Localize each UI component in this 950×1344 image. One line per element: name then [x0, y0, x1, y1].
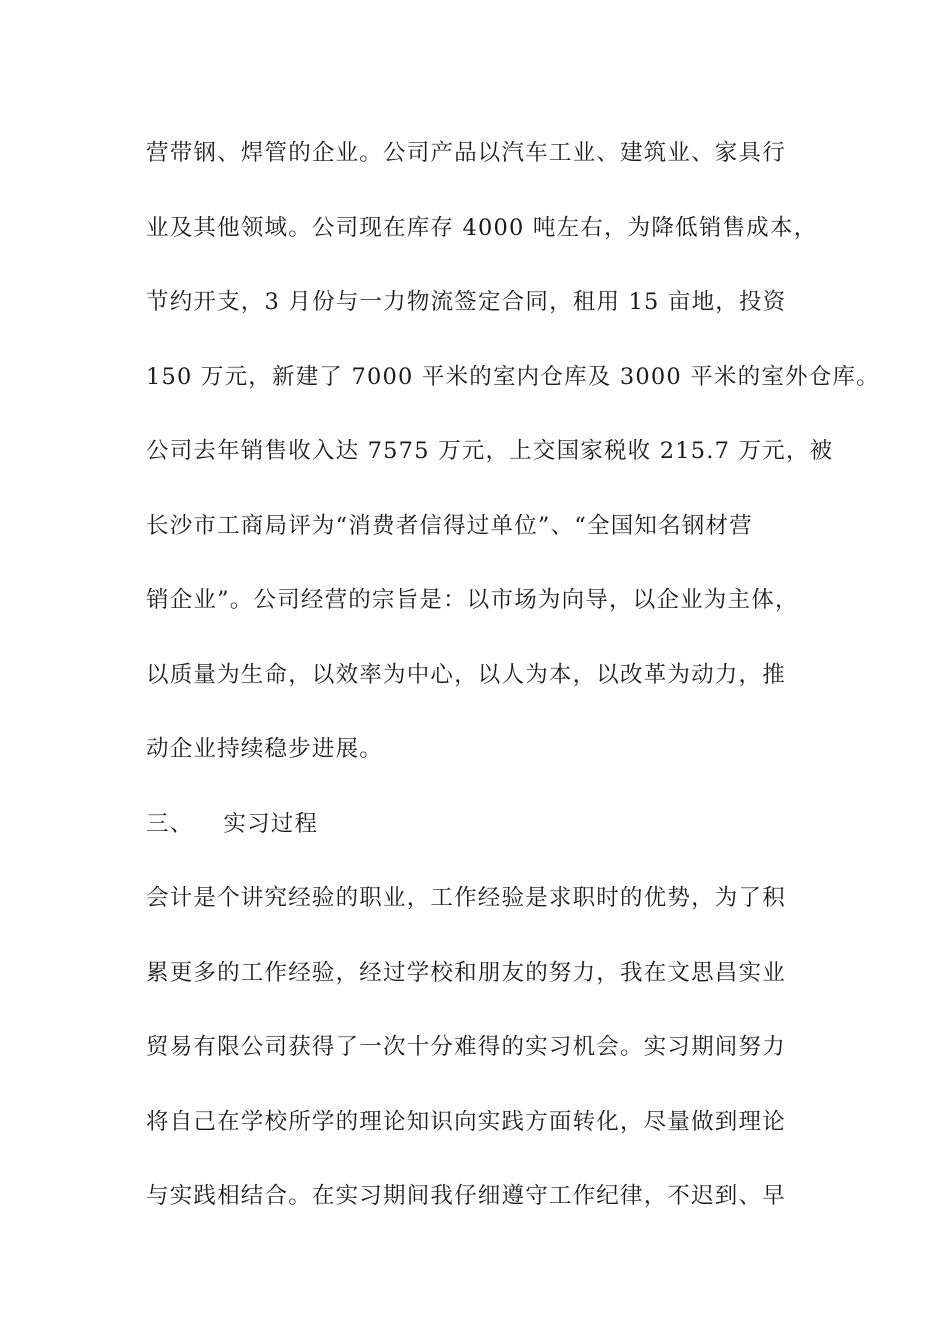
- paragraph-line: 长沙市工商局评为“消费者信得过单位”、“全国知名钢材营: [146, 512, 753, 539]
- paragraph-line: 会计是个讲究经验的职业，工作经验是求职时的优势，为了积: [146, 885, 786, 911]
- section-number: 三、: [146, 810, 194, 837]
- document-body: [146, 128, 880, 1246]
- paragraph-line: 累更多的工作经验，经过学校和朋友的努力，我在文思昌实业: [146, 959, 786, 986]
- section-heading: [146, 799, 816, 874]
- section-title: 实习过程: [223, 810, 319, 837]
- paragraph-line: 150 万元，新建了 7000 平米的室内仓库及 3000 平米的室外仓库。: [146, 363, 880, 390]
- paragraph-line: 销企业”。公司经营的宗旨是：以市场为向导，以企业为主体，: [146, 587, 799, 613]
- paragraph-line: 以质量为生命，以效率为中心，以人为本，以改革为动力，推: [146, 661, 786, 688]
- paragraph-line: 将自己在学校所学的理论知识向实践方面转化，尽量做到理论: [146, 1108, 786, 1135]
- paragraph-line: 营带钢、焊管的企业。公司产品以汽车工业、建筑业、家具行: [146, 140, 786, 166]
- paragraph-line: 节约开支，3 月份与一力物流签定合同，租用 15 亩地，投资: [146, 289, 787, 315]
- paragraph-line: 公司去年销售收入达 7575 万元，上交国家税收 215.7 万元，被: [146, 438, 834, 464]
- paragraph-line: 动企业持续稳步进展。: [146, 736, 384, 762]
- paragraph-line: 业及其他领域。公司现在库存 4000 吨左右，为降低销售成本，: [146, 214, 818, 241]
- paragraph-line: 与实践相结合。在实习期间我仔细遵守工作纪律，不迟到、早: [146, 1183, 786, 1209]
- paragraph-line: 贸易有限公司获得了一次十分难得的实习机会。实习期间努力: [146, 1034, 786, 1060]
